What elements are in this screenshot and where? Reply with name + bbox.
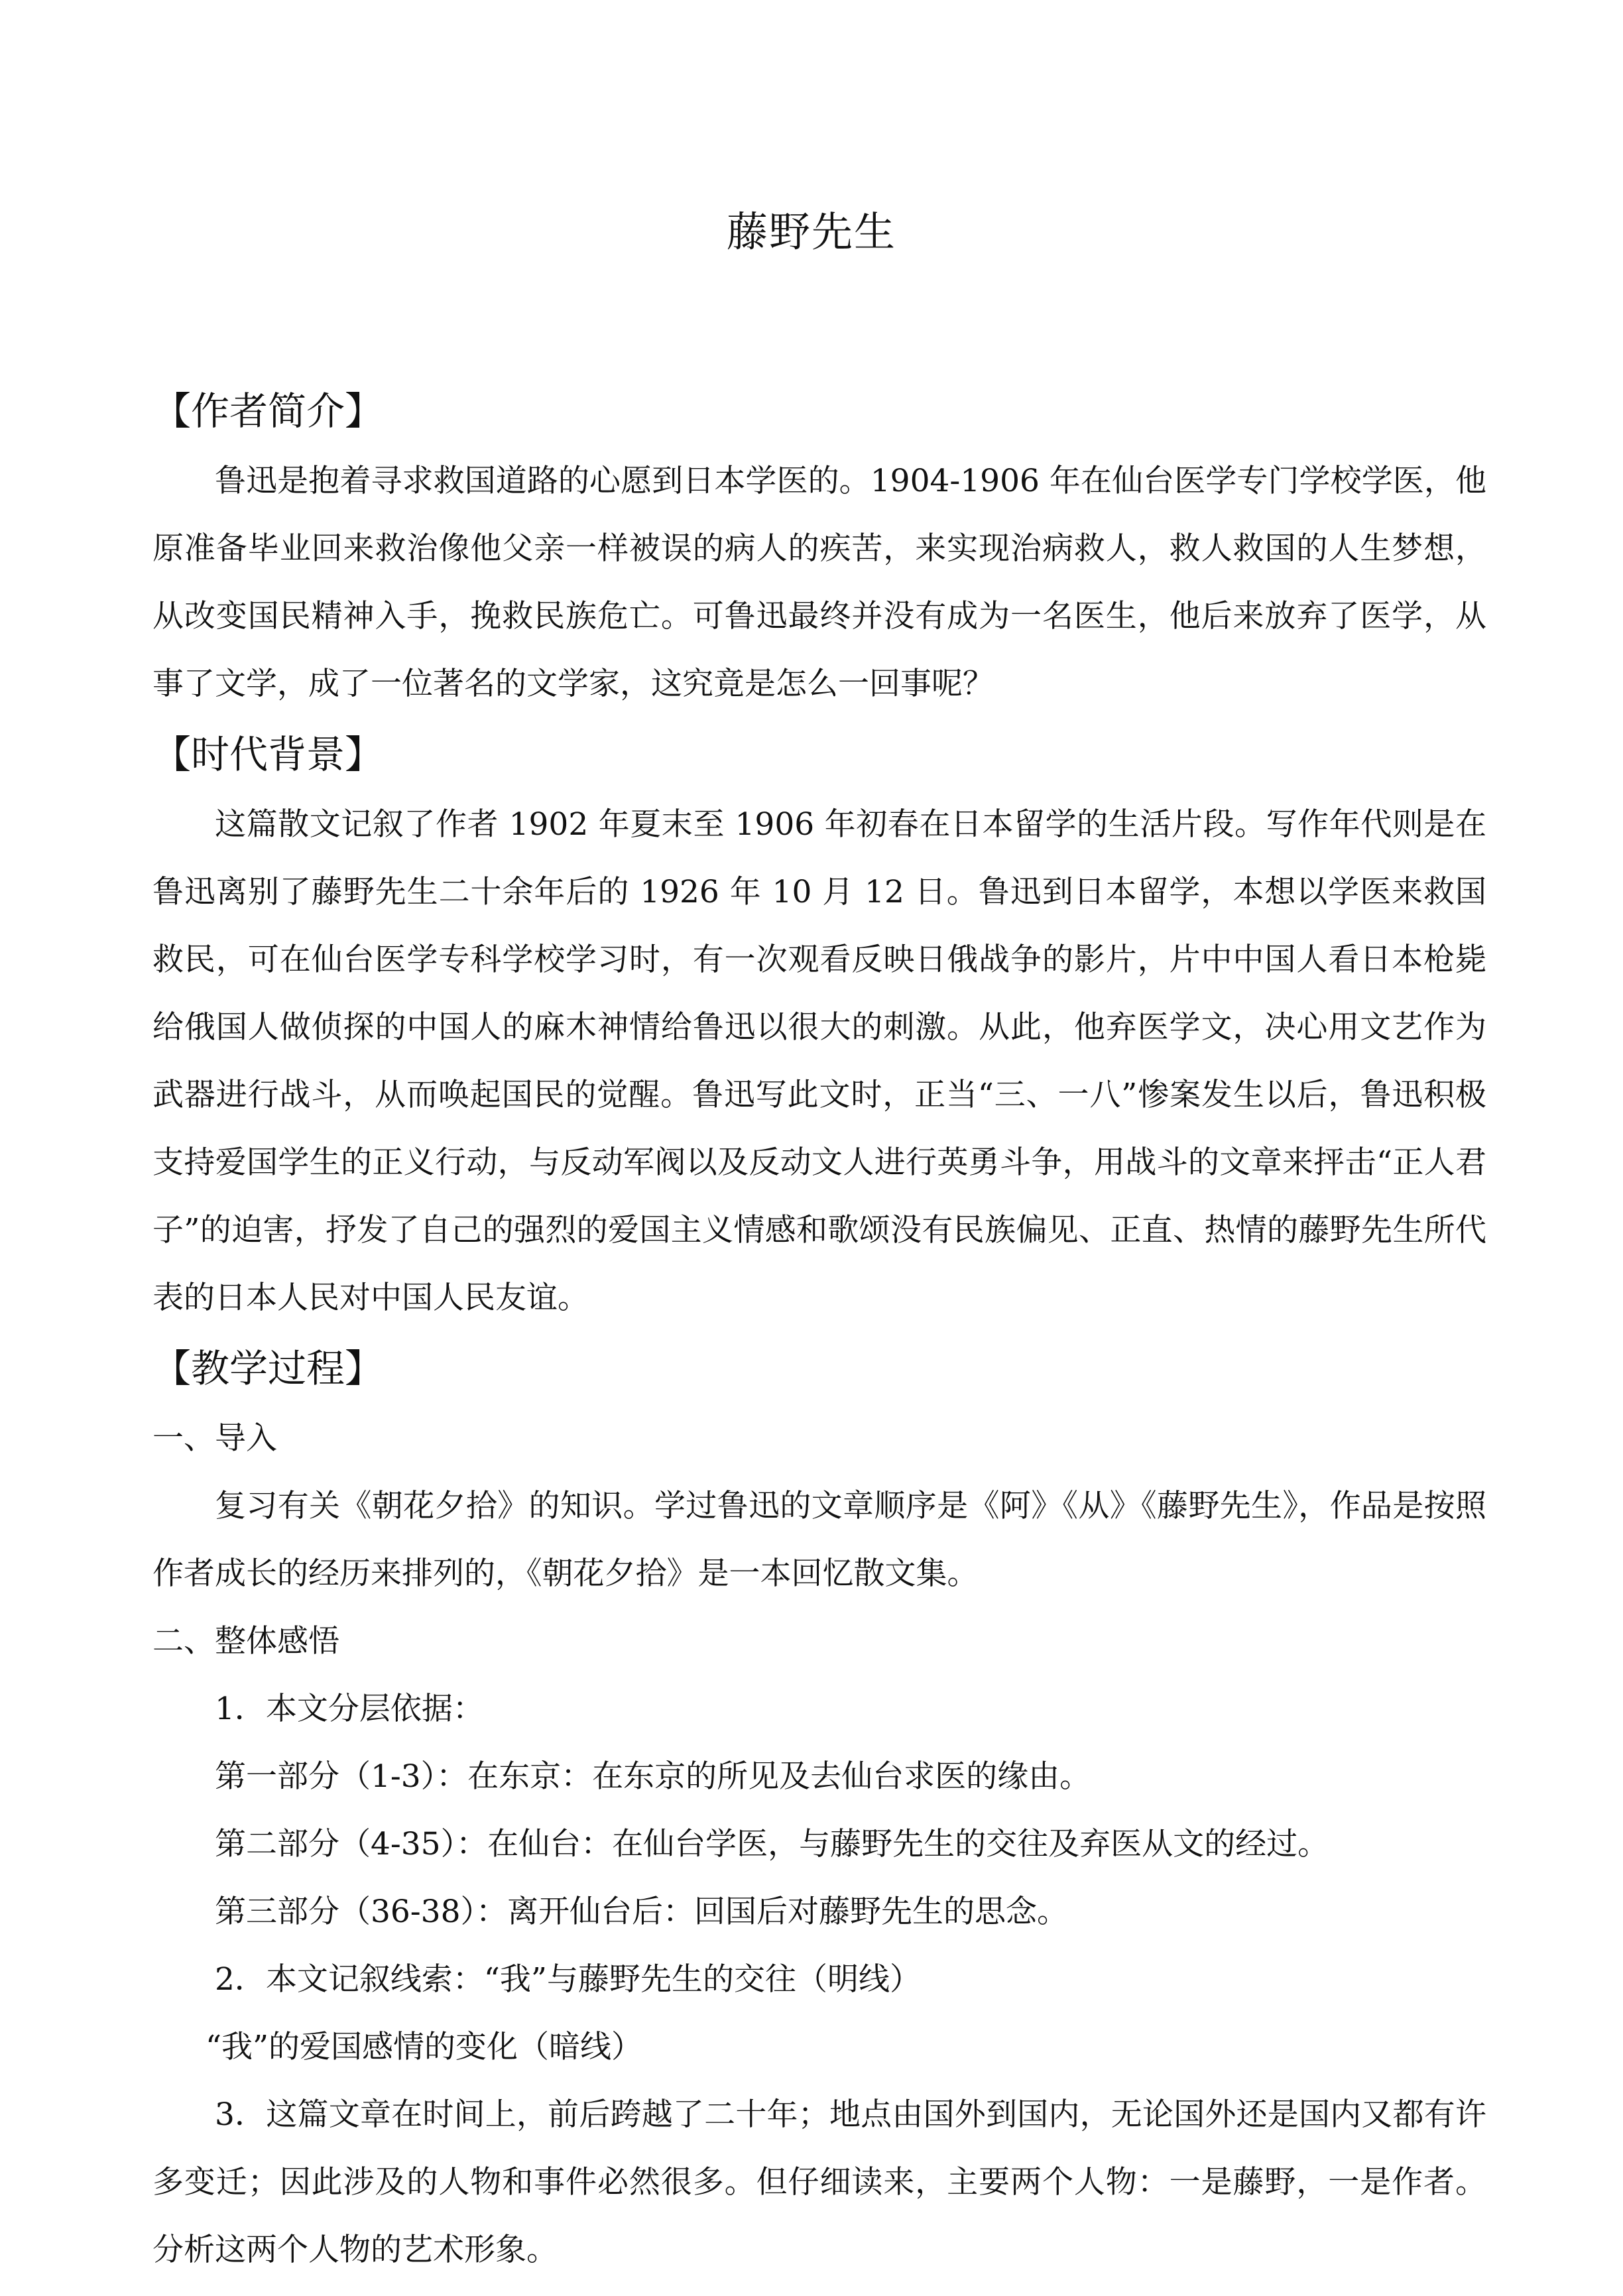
background-paragraph: 这篇散文记叙了作者 1902 年夏末至 1906 年初春在日本留学的生活片段。写作年代则是在鲁迅离别了藤野先生二十余年后的 1926 年 10 月 12 日。鲁迅到日本留学，本想以学医来救国救民，可在仙台医学专科学校学习时，有一次观看反映日俄战争的影片，片中中国人看日本枪毙给俄国人做侦探的中国人的麻木神情给鲁迅以很大的刺激。从此，他弃医学文，决心用文艺作为武器进行战斗，从而唤起国民的觉醒。鲁迅写此文时，正当“三、一八”惨案发生以后，鲁迅积极支持爱国学生的正义行动，与反动军阀以及反动文人进行英勇斗争，用战斗的文章来抨击“正人君子”的迫害，抒发了自己的强烈的爱国主义情感和歌颂没有民族偏见、正直、热情的藤野先生所代表的日本人民对中国人民友谊。 xyxy=(152,806,1486,1316)
intro-paragraph: 复习有关《朝花夕拾》的知识。学过鲁迅的文章顺序是《阿》《从》《藤野先生》，作品是按照作者成长的经历来排列的，《朝花夕拾》是一本回忆散文集。 xyxy=(152,1488,1486,1592)
document-body xyxy=(152,375,1486,2284)
author-paragraph: 鲁迅是抱着寻求救国道路的心愿到日本学医的。1904-1906 年在仙台医学专门学校学医，他原准备毕业回来救治像他父亲一样被误的病人的疾苦，来实现治病救人，救人救国的人生梦想，从改变国民精神入手，挽救民族危亡。可鲁迅最终并没有成为一名医生，他后来放弃了医学，从事了文学，成了一位著名的文学家，这究竟是怎么一回事呢？ xyxy=(152,463,1486,702)
part-2: 第二部分（4-35）：在仙台：在仙台学医，与藤野先生的交往及弃医从文的经过。 xyxy=(215,1826,1329,1862)
page-title: 藤野先生 xyxy=(726,208,896,256)
point-3: 3．这篇文章在时间上，前后跨越了二十年；地点由国外到国内，无论国外还是国内又都有许多变迁；因此涉及的人物和事件必然很多。但仔细读来，主要两个人物：一是藤野，一是作者。分析这两个人物的艺术形象。 xyxy=(152,2096,1486,2268)
point-2: 2．本文记叙线索：“我”与藤野先生的交往（明线） xyxy=(215,1961,921,1998)
section-heading-process: 【教学过程】 xyxy=(152,1346,384,1391)
part-1: 第一部分（1-3）：在东京：在东京的所见及去仙台求医的缘由。 xyxy=(215,1758,1091,1795)
part-3: 第三部分（36-38）：离开仙台后：回国后对藤野先生的思念。 xyxy=(215,1894,1068,1930)
step-title-overall: 二、整体感悟 xyxy=(152,1623,339,1660)
section-heading-author: 【作者简介】 xyxy=(152,389,384,434)
point-2-subline: “我”的爱国感情的变化（暗线） xyxy=(206,2029,643,2065)
section-heading-background: 【时代背景】 xyxy=(152,732,384,777)
step-title-intro: 一、导入 xyxy=(152,1420,277,1457)
point-1: 1．本文分层依据： xyxy=(215,1691,484,1727)
